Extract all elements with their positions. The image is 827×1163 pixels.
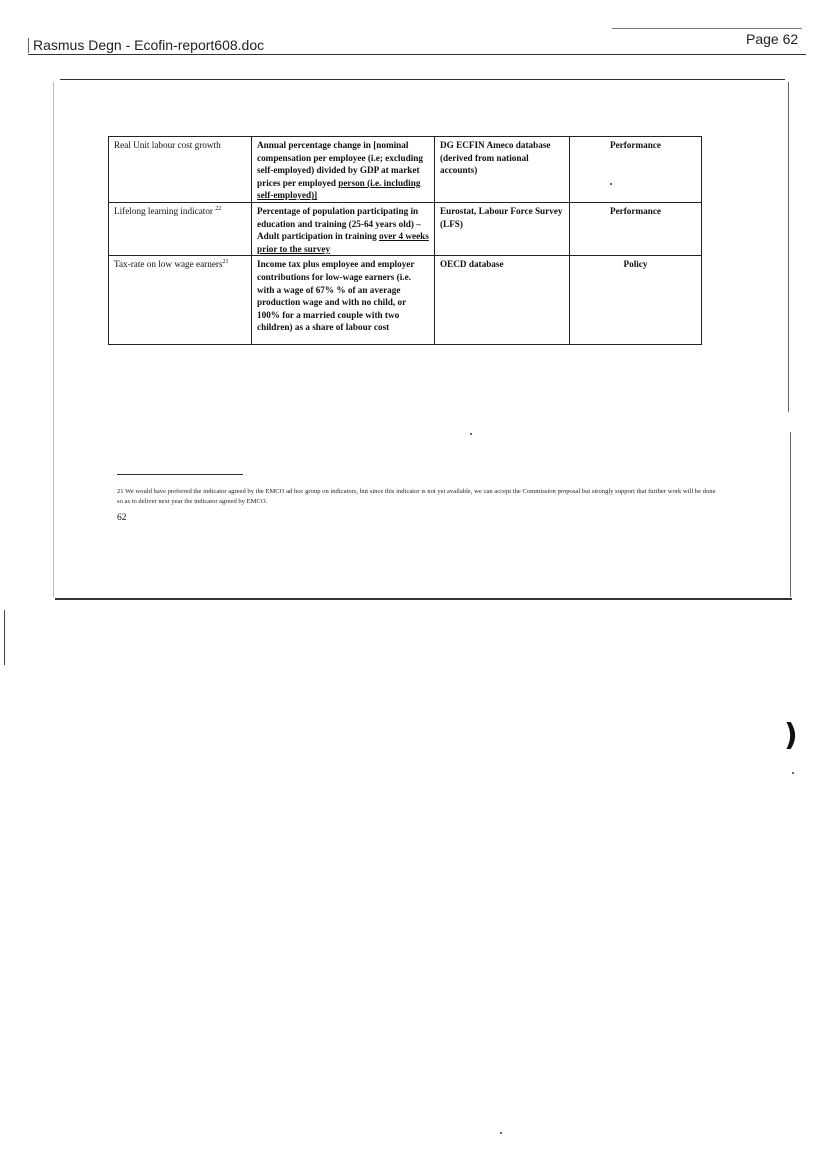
frame-left-line	[53, 82, 54, 597]
indicator-type: Performance	[570, 137, 702, 203]
indicator-definition: Percentage of population participating in education and training (25-64 years old) – Adult participation in training over 4 weeks prior to the survey	[252, 202, 435, 255]
footnote-ref: 21	[222, 259, 229, 266]
scan-dot	[470, 433, 472, 435]
indicator-source: DG ECFIN Ameco database (derived from national accounts)	[435, 137, 570, 203]
page-number: 62	[117, 513, 127, 523]
footnote-ref: 22	[215, 205, 222, 212]
table-row	[109, 256, 702, 345]
indicator-source: Eurostat, Labour Force Survey (LFS)	[435, 202, 570, 255]
scan-dot	[500, 1132, 502, 1134]
indicator-type: Performance	[570, 202, 702, 255]
indicators-table	[108, 136, 702, 345]
indicator-definition: Annual percentage change in [nominal compensation per employee (i.e; excluding self-employed) divided by GDP at market prices per employed person (i.e. including self-employed)]	[252, 137, 435, 203]
frame-top-line	[60, 79, 785, 80]
indicator-type: Policy	[570, 256, 702, 345]
frame-right-line-lower	[790, 432, 791, 597]
frame-right-line	[788, 82, 789, 412]
footnote-separator	[117, 474, 243, 475]
footnote-text: 21 We would have preferred the indicator agreed by the EMCO ad hoc group on indicators, but since this indicator is not yet available, we can accept the Commission proposal but strongly support that further work will be done so as to deliver next year the indicator agreed by EMCO.	[117, 488, 716, 505]
scan-dot	[610, 183, 612, 185]
margin-scan-line	[4, 610, 5, 665]
scan-artifact-mark: )	[784, 718, 798, 753]
table-row	[109, 202, 702, 255]
document-title: Rasmus Degn - Ecofin-report608.doc	[33, 37, 265, 53]
page-label: Page 62	[746, 31, 799, 47]
indicator-definition: Income tax plus employee and employer contributions for low-wage earners (i.e. with a wage of 67% % of an average production wage and with no child, or 100% for a married couple with two children) as a share of labour cost	[252, 256, 435, 345]
scan-dot	[792, 772, 794, 774]
header-overline	[612, 28, 802, 29]
table-row	[109, 137, 702, 203]
frame-bottom-line	[55, 598, 792, 600]
header-left-bar	[28, 38, 29, 53]
indicator-source: OECD database	[435, 256, 570, 345]
indicator-name: Lifelong learning indicator $^{22}$	[109, 202, 252, 255]
header-underline	[28, 54, 806, 55]
indicator-name: Real Unit labour cost growth	[109, 137, 252, 203]
indicator-name: Tax-rate on low wage earners$^{21}$	[109, 256, 252, 345]
